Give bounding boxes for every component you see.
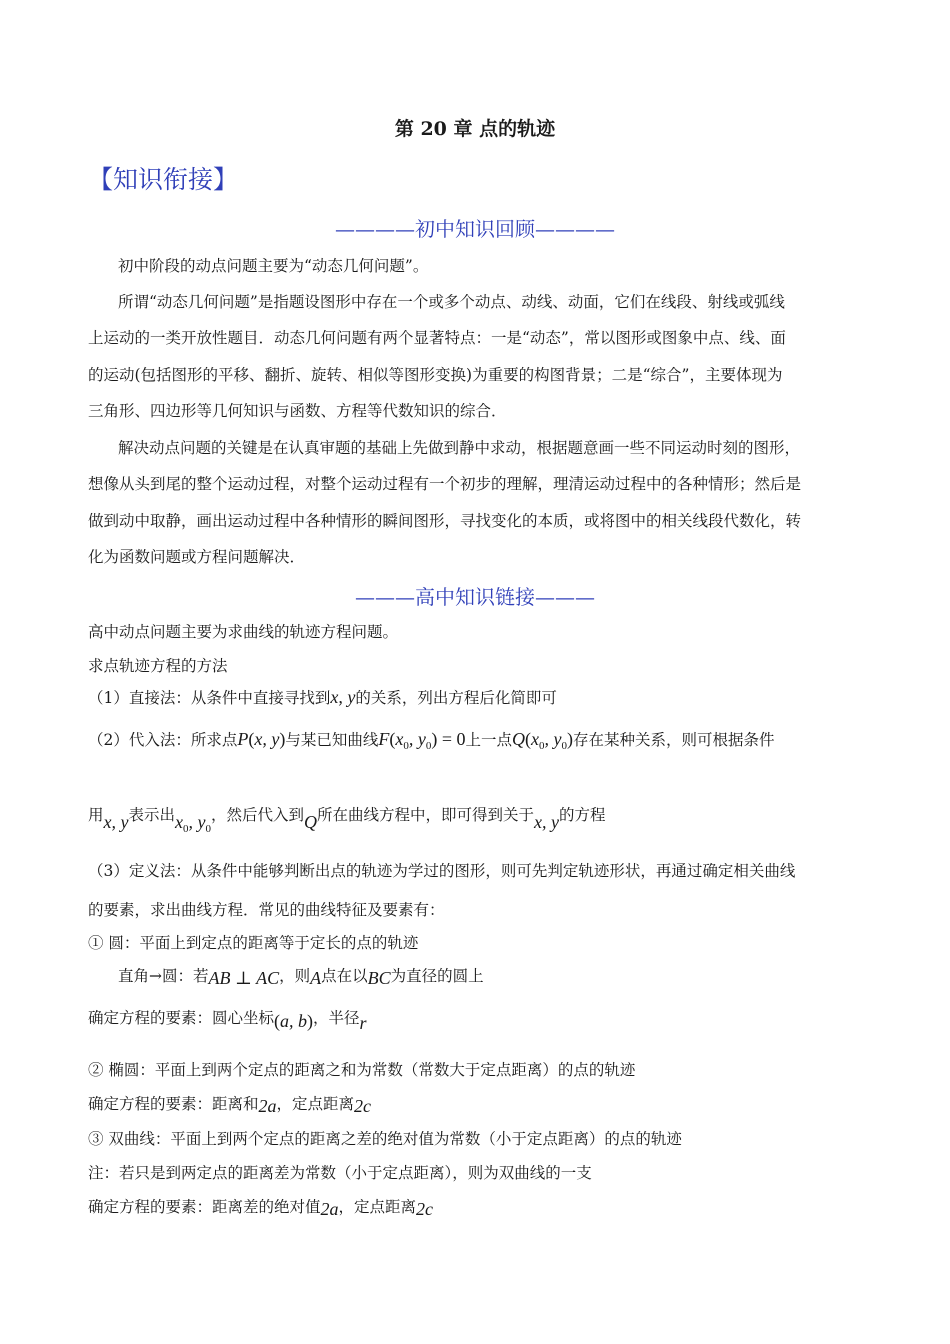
method-sub-text-d: 存在某种关系，则可根据条件: [573, 731, 775, 749]
junior-paragraph-1: 初中阶段的动点问题主要为“动态几何问题”。: [118, 257, 429, 275]
junior-paragraph-3-line-1: 解决动点问题的关键是在认真审题的基础上先做到静中求动，根据题意画一些不同运动时刻的图形，: [118, 439, 801, 457]
math-2c: 2c: [416, 1199, 434, 1219]
math-xy: x, y: [330, 687, 356, 707]
method-substitution-line-2: 用x, y表示出$x_0$, $y_0$，然后代入到Q所在曲线方程中，即可得到关于x, y的方程: [88, 806, 606, 835]
chapter-title: 第 20 章 点的轨迹: [394, 118, 556, 140]
math-2a: 2a: [258, 1096, 277, 1116]
senior-intro: 高中动点问题主要为求曲线的轨迹方程问题。: [88, 623, 399, 641]
math-point-Q: $Q(x_0$, $y_0$): [512, 729, 574, 752]
math-point-P: P(x, y): [237, 729, 286, 749]
method-definition-line-2: 的要素，求出曲线方程．常见的曲线特征及要素有：: [88, 901, 445, 919]
math-xy: x, y: [103, 812, 129, 832]
math-Q: Q: [304, 812, 318, 832]
ellipse-definition: ② 椭圆：平面上到两个定点的距离之和为常数（常数大于定点距离）的点的轨迹: [88, 1061, 636, 1079]
math-BC: BC: [367, 968, 391, 988]
junior-paragraph-3-line-2: 想像从头到尾的整个运动过程，对整个运动过程有一个初步的理解，理清运动过程中的各种情形；然后是: [88, 475, 802, 493]
method-direct-text-b: 的关系，列出方程后化简即可: [355, 689, 557, 707]
junior-paragraph-3-line-3: 做到动中取静，画出运动过程中各种情形的瞬间图形，寻找变化的本质，或将图中的相关线段代数化，转: [88, 512, 802, 530]
junior-paragraph-2-line-1: 所谓“动态几何问题”是指题设图形中存在一个或多个动点、动线、动面，它们在线段、射线或弧线: [118, 293, 785, 311]
hyperbola-note: 注：若只是到两定点的距离差为常数（小于定点距离），则为双曲线的一支: [88, 1164, 592, 1182]
math-2a: 2a: [320, 1199, 339, 1219]
math-AB-perp-AC: AB ⊥ AC: [208, 968, 280, 988]
hyperbola-definition: ③ 双曲线：平面上到两个定点的距离之差的绝对值为常数（小于定点距离）的点的轨迹: [88, 1130, 682, 1148]
circle-definition: ① 圆：平面上到定点的距离等于定长的点的轨迹: [88, 934, 419, 952]
divider-junior-review: ————初中知识回顾————: [335, 217, 615, 241]
divider-senior-link: ———高中知识链接———: [355, 585, 595, 609]
method-direct: [88, 686, 557, 709]
methods-heading: 求点轨迹方程的方法: [88, 657, 228, 675]
math-r: r: [359, 1013, 367, 1033]
junior-paragraph-2-line-4: 三角形、四边形等几何知识与函数、方程等代数知识的综合．: [88, 402, 507, 420]
math-A: A: [310, 968, 322, 988]
circle-elements: 确定方程的要素：圆心坐标(a, b)，半径r: [88, 1009, 367, 1033]
method-sub-text-c: 上一点: [465, 731, 513, 749]
circle-right-angle: 直角→圆：若AB ⊥ AC，则A点在以BC为直径的圆上: [118, 967, 484, 988]
math-xy: x, y: [534, 812, 560, 832]
section-heading: 【知识衔接】: [88, 165, 239, 194]
math-center-ab: (a, b): [274, 1011, 314, 1031]
math-x0-y0: $x_0$, $y_0$: [175, 812, 212, 835]
junior-paragraph-2-line-2: 上运动的一类开放性题目．动态几何问题有两个显著特点：一是“动态”，常以图形或图象中点、线、面: [88, 329, 786, 347]
ellipse-elements: 确定方程的要素：距离和2a，定点距离2c: [88, 1095, 372, 1116]
junior-paragraph-2-line-3: 的运动(包括图形的平移、翻折、旋转、相似等图形变换)为重要的构图背景；二是“综合”，主要体现为: [88, 366, 783, 384]
method-sub-text-b: 与某已知曲线: [285, 731, 379, 749]
method-definition-line-1: （3）定义法：从条件中能够判断出点的轨迹为学过的图形，则可先判定轨迹形状，再通过确定相关曲线: [88, 862, 796, 880]
method-substitution-line-1: [88, 728, 775, 757]
method-sub-text-a: （2）代入法：所求点: [88, 731, 238, 749]
math-curve-F: $F(x_0$, $y_0) = 0$: [378, 729, 466, 752]
junior-paragraph-3-line-4: 化为函数问题或方程问题解决．: [88, 548, 306, 566]
math-2c: 2c: [354, 1096, 372, 1116]
method-direct-text-a: （1）直接法：从条件中直接寻找到: [88, 689, 331, 707]
hyperbola-elements: 确定方程的要素：距离差的绝对值2a，定点距离2c: [88, 1198, 434, 1219]
